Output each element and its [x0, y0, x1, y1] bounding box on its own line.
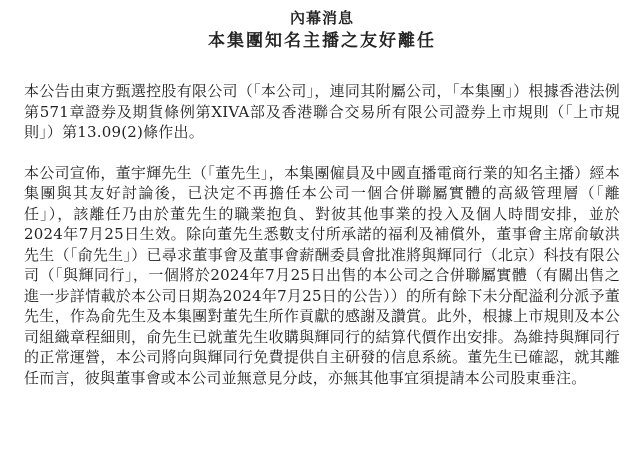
paragraph-departure-details: 本公司宣佈，董宇輝先生（「董先生」，本集團僱員及中國直播電商行業的知名主播）經本集團與其友好討論後，已決定不再擔任本公司一個合併聯屬實體的高級管理層（「離任」），該離任乃由於董先生的職業抱負、對彼其他事業的投入及個人時間安排，並於2024年7月25日生效。除向董先生悉數支付所承諾的福利及補償外，董事會主席俞敏洪先生（「俞先生」）已尋求董事會及董事會薪酬委員會批准將與輝同行（北京）科技有限公司（「與輝同行」，一個將於2024年7月25日出售的本公司之合併聯屬實體（有關出售之進一步詳情載於本公司日期為2024年7月25日的公告））的所有餘下未分配溢利分派予董先生，作為俞先生及本集團對董先生所作貢獻的感謝及讚賞。此外，根據上市規則及本公司組織章程細則，俞先生已就董先生收購與輝同行的結算代價作出安排。為維持與輝同行的正常運營，本公司將向與輝同行免費提供自主研發的信息系統。董先生已確認，就其離任而言，彼與董事會或本公司並無意見分歧，亦無其他事宜須提請本公司股東垂注。 — [24, 163, 620, 387]
announcement-subheading: 本集團知名主播之友好離任 — [208, 31, 436, 51]
paragraph-legal-basis: 本公告由東方甄選控股有限公司（「本公司」，連同其附屬公司，「本集團」）根據香港法例第571章證券及期貨條例第XIVA部及香港聯合交易所有限公司證券上市規則（「上市規則」）第13.09(2)條作出。 — [24, 82, 620, 141]
announcement-heading: 內幕消息 — [289, 9, 354, 27]
